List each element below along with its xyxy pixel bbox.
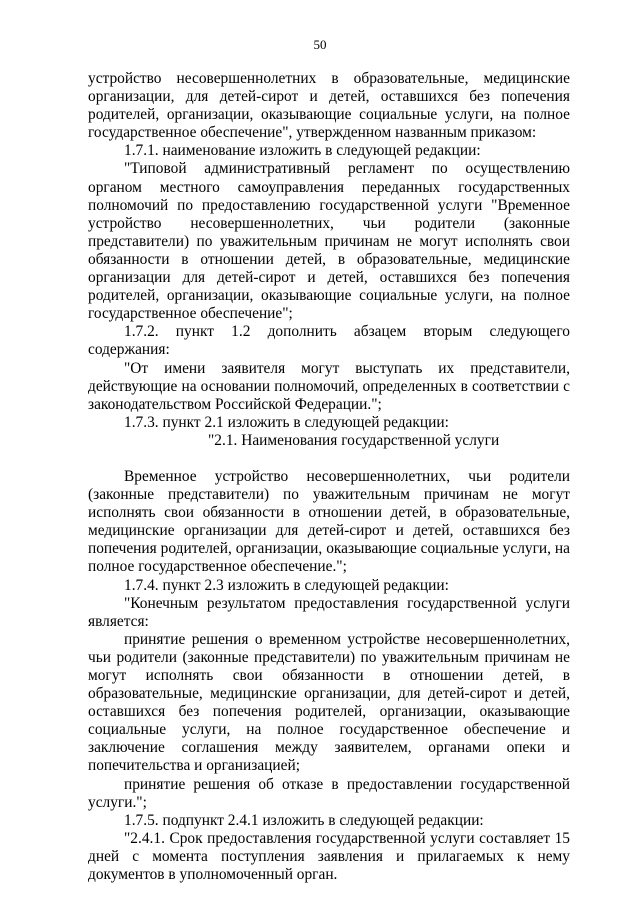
- paragraph-item-1-7-1: 1.7.1. наименование изложить в следующей редакции:: [124, 142, 481, 160]
- paragraph-final-result: "Конечным результатом предоставления государственной услуги является:: [88, 594, 570, 630]
- paragraph-decision-refusal: принятие решения об отказе в предоставлении государственной услуги.";: [88, 775, 570, 811]
- paragraph-item-1-7-2: 1.7.2. пункт 1.2 дополнить абзацем вторым следующего содержания:: [88, 323, 570, 359]
- paragraph-item-1-7-4: 1.7.4. пункт 2.3 изложить в следующей редакции:: [124, 576, 449, 594]
- document-body: [88, 70, 570, 884]
- paragraph-regulation-title: "Типовой административный регламент по осуществлению органом местного самоуправления переданных государственных полномочий по предоставлению государственной услуги "Временное устройство несовершеннолетних, чьи родители (законные представители) по уважительным причинам не могут исполнять свои обязанности в отношении детей, в образовательные, медицинские организации для детей-сирот и детей, оставшихся без попечения родителей, организации, оказывающие социальные услуги, на полное государственное обеспечение";: [88, 160, 570, 323]
- paragraph-service-name: Временное устройство несовершеннолетних, чьи родители (законные представители) по уважительным причинам не могут исполнять свои обязанности в отношении детей, в образовательные, медицинские организации для детей-сирот и детей, оставшихся без попечения родителей, организации, оказывающие социальные услуги, на полное государственное обеспечение.";: [88, 467, 570, 576]
- section-heading-2-1: "2.1. Наименования государственной услуги: [208, 431, 500, 449]
- page-number: 50: [313, 37, 327, 52]
- paragraph-continuation: устройство несовершеннолетних в образовательные, медицинские организации, для детей-сирот и детей, оставшихся без попечения родителей, организации, оказывающие социальные услуги, на полное государственное обеспечение", утвержденном названным приказом:: [88, 70, 570, 142]
- paragraph-term-2-4-1: "2.4.1. Срок предоставления государственной услуги составляет 15 дней с момента поступления заявления и прилагаемых к нему документов в уполномоченный орган.: [88, 829, 570, 884]
- paragraph-representatives: "От имени заявителя могут выступать их представители, действующие на основании полномочий, определенных в соответствии с законодательством Российской Федерации.";: [88, 359, 570, 413]
- paragraph-decision-placement: принятие решения о временном устройстве несовершеннолетних, чьи родители (законные представители) по уважительным причинам не могут исполнять свои обязанности в отношении детей, в образовательные, медицинские организации, для детей-сирот и детей, оставшихся без попечения родителей, организации, оказывающие социальные услуги, на полное государственное обеспечение и заключение соглашения между заявителем, органами опеки и попечительства и организацией;: [88, 630, 570, 775]
- paragraph-item-1-7-3: 1.7.3. пункт 2.1 изложить в следующей редакции:: [124, 413, 449, 431]
- paragraph-item-1-7-5: 1.7.5. подпункт 2.4.1 изложить в следующей редакции:: [124, 811, 484, 829]
